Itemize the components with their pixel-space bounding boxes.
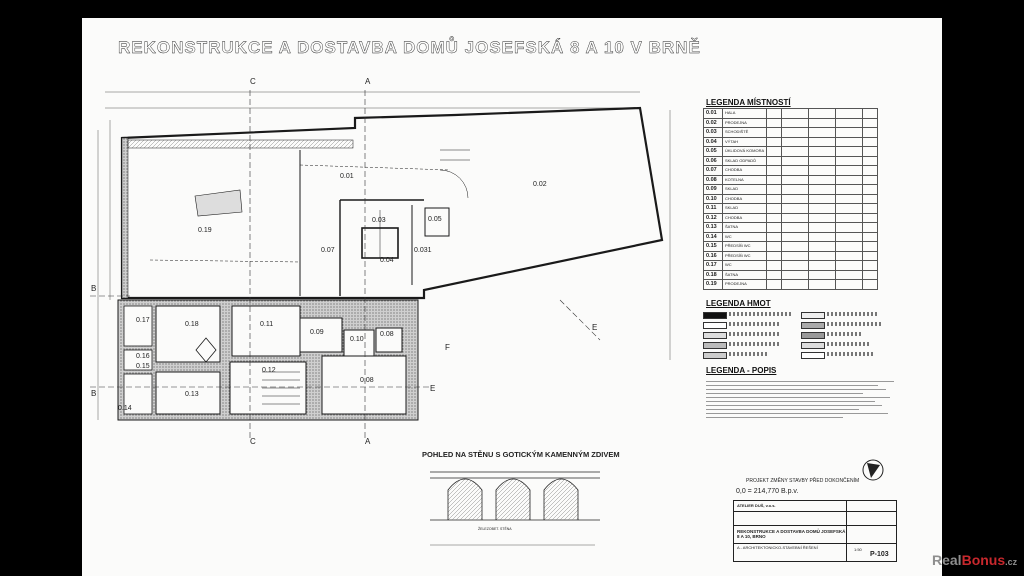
- legend-cell: [767, 242, 782, 252]
- room-name: WC: [723, 261, 767, 271]
- legend-cell: [809, 128, 836, 138]
- legend-row: [704, 232, 878, 242]
- room-label: 0.10: [350, 336, 364, 343]
- section-marker: E: [430, 384, 436, 393]
- legend-cell: [863, 242, 878, 252]
- room-number: 0.01: [704, 109, 723, 119]
- legend-cell: [767, 251, 782, 261]
- project-note: PROJEKT ZMĚNY STAVBY PŘED DOKONČENÍM: [746, 478, 860, 484]
- legend-cell: [782, 137, 809, 147]
- room-name: HALA: [723, 109, 767, 119]
- section-marker: B: [91, 284, 97, 293]
- legend-cell: [863, 280, 878, 290]
- legend-cell: [836, 128, 863, 138]
- room-label: 0.17: [136, 317, 150, 324]
- legend-row: [704, 147, 878, 157]
- legend-row: [704, 166, 878, 176]
- scale: 1:50: [854, 547, 862, 552]
- room-number: 0.08: [704, 175, 723, 185]
- section-marker: C: [250, 437, 256, 446]
- room-number: 0.15: [704, 242, 723, 252]
- room-number: 0.16: [704, 251, 723, 261]
- legend-cell: [809, 185, 836, 195]
- legend-cell: [836, 166, 863, 176]
- legend-cell: [767, 109, 782, 119]
- section-marker: B: [91, 389, 97, 398]
- legend-cell: [782, 232, 809, 242]
- legend-swatch: [703, 312, 727, 319]
- room-label: 0.19: [198, 227, 212, 234]
- section-marker: A: [365, 437, 371, 446]
- legend-cell: [863, 137, 878, 147]
- room-label: 0.08: [380, 331, 394, 338]
- legend-cell: [836, 251, 863, 261]
- room-number: 0.19: [704, 280, 723, 290]
- legend-cell: [836, 194, 863, 204]
- room-label: 0.08: [360, 377, 374, 384]
- legend-cell: [767, 185, 782, 195]
- legend-cell: [809, 109, 836, 119]
- room-number: 0.10: [704, 194, 723, 204]
- legend-cell: [836, 213, 863, 223]
- legend-cell: [782, 147, 809, 157]
- section-marker: A: [365, 77, 371, 86]
- room-number: 0.14: [704, 232, 723, 242]
- room-label: 0.031: [414, 247, 432, 254]
- room-label: 0.02: [533, 181, 547, 188]
- legend-row: [704, 185, 878, 195]
- legend-cell: [782, 280, 809, 290]
- room-label: 0.01: [340, 173, 354, 180]
- legend-cell: [863, 147, 878, 157]
- legend-cell: [836, 109, 863, 119]
- legend-cell: [767, 166, 782, 176]
- room-label: 0.07: [321, 247, 335, 254]
- legend-cell: [836, 137, 863, 147]
- legend-cell: [863, 204, 878, 214]
- room-label: 0.11: [260, 321, 274, 328]
- room-name: PŘEDSÍŇ WC: [723, 242, 767, 252]
- legend-cell: [836, 261, 863, 271]
- legend-cell: [782, 128, 809, 138]
- legend-cell: [809, 270, 836, 280]
- room-name: SKLAD: [723, 185, 767, 195]
- materials-legend-title: LEGENDA HMOT: [706, 299, 771, 308]
- room-number: 0.03: [704, 128, 723, 138]
- room-name: SKLAD: [723, 204, 767, 214]
- room-name: VÝTAH: [723, 137, 767, 147]
- legend-cell: [782, 118, 809, 128]
- legend-cell: [782, 175, 809, 185]
- legend-cell: [767, 118, 782, 128]
- legend-cell: [767, 147, 782, 157]
- legend-cell: [809, 147, 836, 157]
- room-label: 0.04: [380, 257, 394, 264]
- legend-cell: [767, 232, 782, 242]
- legend-cell: [809, 280, 836, 290]
- legend-cell: [809, 156, 836, 166]
- legend-cell: [767, 261, 782, 271]
- legend-cell: [809, 194, 836, 204]
- legend-swatch: [801, 342, 825, 349]
- legend-cell: [809, 223, 836, 233]
- legend-cell: [863, 109, 878, 119]
- legend-cell: [836, 232, 863, 242]
- room-number: 0.09: [704, 185, 723, 195]
- room-name: CHODBA: [723, 166, 767, 176]
- legend-cell: [809, 175, 836, 185]
- elevation-title: POHLED NA STĚNU S GOTICKÝM KAMENNÝM ZDIVEM: [422, 450, 620, 459]
- room-number: 0.05: [704, 147, 723, 157]
- room-name: ŠATNA: [723, 270, 767, 280]
- watermark-suffix: .cz: [1005, 557, 1018, 567]
- room-name: KOTELNA: [723, 175, 767, 185]
- room-label: 0.14: [118, 405, 132, 412]
- legend-cell: [782, 270, 809, 280]
- room-name: CHODBA: [723, 194, 767, 204]
- legend-cell: [767, 194, 782, 204]
- legend-row: [704, 251, 878, 261]
- legend-swatch: [801, 352, 825, 359]
- legend-cell: [782, 261, 809, 271]
- legend-cell: [836, 280, 863, 290]
- room-name: ÚKLIDOVÁ KOMORA: [723, 147, 767, 157]
- room-label: 0.03: [372, 217, 386, 224]
- room-label: 0.12: [262, 367, 276, 374]
- height-datum: 0,0 = 214,770 B.p.v.: [736, 488, 799, 495]
- legend-cell: [836, 118, 863, 128]
- legend-cell: [782, 204, 809, 214]
- legend-cell: [782, 242, 809, 252]
- legend-cell: [809, 137, 836, 147]
- legend-cell: [863, 213, 878, 223]
- legend-cell: [782, 109, 809, 119]
- legend-row: [704, 128, 878, 138]
- legend-cell: [863, 261, 878, 271]
- description-notes: [706, 378, 902, 421]
- drawing-title: REKONSTRUKCE A DOSTAVBA DOMŮ JOSEFSKÁ 8 A 10 V BRNĚ: [118, 38, 701, 57]
- legend-cell: [863, 270, 878, 280]
- realbonus-watermark: [932, 552, 1017, 568]
- legend-cell: [863, 185, 878, 195]
- legend-swatch: [801, 312, 825, 319]
- wall-elevation: [422, 450, 620, 531]
- room-label: 0.05: [428, 216, 442, 223]
- legend-cell: [836, 185, 863, 195]
- legend-cell: [767, 213, 782, 223]
- room-number: 0.17: [704, 261, 723, 271]
- legend-cell: [836, 175, 863, 185]
- title-block: [733, 500, 897, 562]
- legend-cell: [767, 270, 782, 280]
- legend-cell: [863, 175, 878, 185]
- room-name: SCHODIŠTĚ: [723, 128, 767, 138]
- section-marker: F: [445, 343, 450, 352]
- legend-cell: [863, 232, 878, 242]
- legend-row: [704, 156, 878, 166]
- description-legend-title: LEGENDA - POPIS: [706, 366, 777, 375]
- legend-cell: [782, 185, 809, 195]
- room-number: 0.04: [704, 137, 723, 147]
- legend-cell: [767, 280, 782, 290]
- room-number: 0.12: [704, 213, 723, 223]
- room-name: CHODBA: [723, 213, 767, 223]
- legend-swatch: [703, 342, 727, 349]
- section-marker: C: [250, 77, 256, 86]
- room-number: 0.11: [704, 204, 723, 214]
- legend-row: [704, 223, 878, 233]
- legend-cell: [809, 204, 836, 214]
- legend-row: [704, 175, 878, 185]
- room-name: PRODEJNA: [723, 280, 767, 290]
- room-number: 0.13: [704, 223, 723, 233]
- room-label: 0.09: [310, 329, 324, 336]
- lower-plan: [118, 300, 418, 420]
- room-label: 0.15: [136, 363, 150, 370]
- legend-row: [704, 261, 878, 271]
- legend-cell: [767, 204, 782, 214]
- room-name: SKLAD ODPADŮ: [723, 156, 767, 166]
- legend-row: [704, 280, 878, 290]
- legend-cell: [809, 213, 836, 223]
- room-name: PRODEJNA: [723, 118, 767, 128]
- legend-row: [704, 118, 878, 128]
- legend-cell: [782, 156, 809, 166]
- legend-cell: [863, 251, 878, 261]
- legend-swatch: [703, 352, 727, 359]
- legend-cell: [863, 223, 878, 233]
- legend-cell: [809, 261, 836, 271]
- north-arrow-icon: [863, 460, 883, 480]
- legend-cell: [782, 194, 809, 204]
- legend-cell: [767, 128, 782, 138]
- watermark-bonus: Bonus: [961, 552, 1006, 568]
- legend-cell: [863, 166, 878, 176]
- legend-row: [704, 213, 878, 223]
- legend-cell: [782, 251, 809, 261]
- legend-row: [704, 242, 878, 252]
- legend-cell: [836, 270, 863, 280]
- legend-swatch: [703, 322, 727, 329]
- section-marker: E: [592, 323, 598, 332]
- legend-cell: [836, 204, 863, 214]
- legend-cell: [809, 118, 836, 128]
- legend-cell: [863, 156, 878, 166]
- legend-swatch: [703, 332, 727, 339]
- watermark-real: Real: [932, 552, 962, 568]
- legend-cell: [836, 147, 863, 157]
- legend-swatch: [801, 322, 825, 329]
- legend-cell: [782, 166, 809, 176]
- legend-row: [704, 194, 878, 204]
- room-label: 0.18: [185, 321, 199, 328]
- room-name: ŠATNA: [723, 223, 767, 233]
- legend-cell: [836, 242, 863, 252]
- drawing-part: A - ARCHITEKTONICKO-STAVEBNÍ ŘEŠENÍ: [737, 545, 818, 550]
- legend-cell: [836, 223, 863, 233]
- legend-cell: [809, 232, 836, 242]
- elevation-note: ŽELEZOBET. STĚNA: [478, 527, 512, 531]
- legend-row: [704, 109, 878, 119]
- legend-swatch: [801, 332, 825, 339]
- room-name: PŘEDSÍŇ WC: [723, 251, 767, 261]
- building-name: REKONSTRUKCE A DOSTAVBA DOMŮ JOSEFSKÁ 8 A 10, BRNO: [737, 529, 846, 539]
- sheet-number: P-103: [870, 551, 889, 558]
- legend-cell: [836, 156, 863, 166]
- author: ATELIER DUŠ, v.o.s.: [737, 503, 776, 508]
- room-number: 0.18: [704, 270, 723, 280]
- rooms-legend-table: [703, 108, 878, 290]
- room-name: WC: [723, 232, 767, 242]
- room-number: 0.06: [704, 156, 723, 166]
- legend-cell: [782, 223, 809, 233]
- room-number: 0.07: [704, 166, 723, 176]
- room-number: 0.02: [704, 118, 723, 128]
- legend-cell: [767, 156, 782, 166]
- legend-cell: [809, 166, 836, 176]
- legend-cell: [863, 118, 878, 128]
- room-label: 0.16: [136, 353, 150, 360]
- room-label: 0.13: [185, 391, 199, 398]
- legend-row: [704, 204, 878, 214]
- upper-plan: [122, 108, 662, 298]
- legend-cell: [863, 194, 878, 204]
- rooms-legend-title: LEGENDA MÍSTNOSTÍ: [706, 98, 791, 107]
- legend-cell: [809, 242, 836, 252]
- legend-cell: [863, 128, 878, 138]
- legend-cell: [767, 223, 782, 233]
- legend-cell: [767, 175, 782, 185]
- legend-cell: [767, 137, 782, 147]
- legend-cell: [809, 251, 836, 261]
- legend-row: [704, 270, 878, 280]
- legend-row: [704, 137, 878, 147]
- materials-legend: [703, 308, 893, 364]
- legend-cell: [782, 213, 809, 223]
